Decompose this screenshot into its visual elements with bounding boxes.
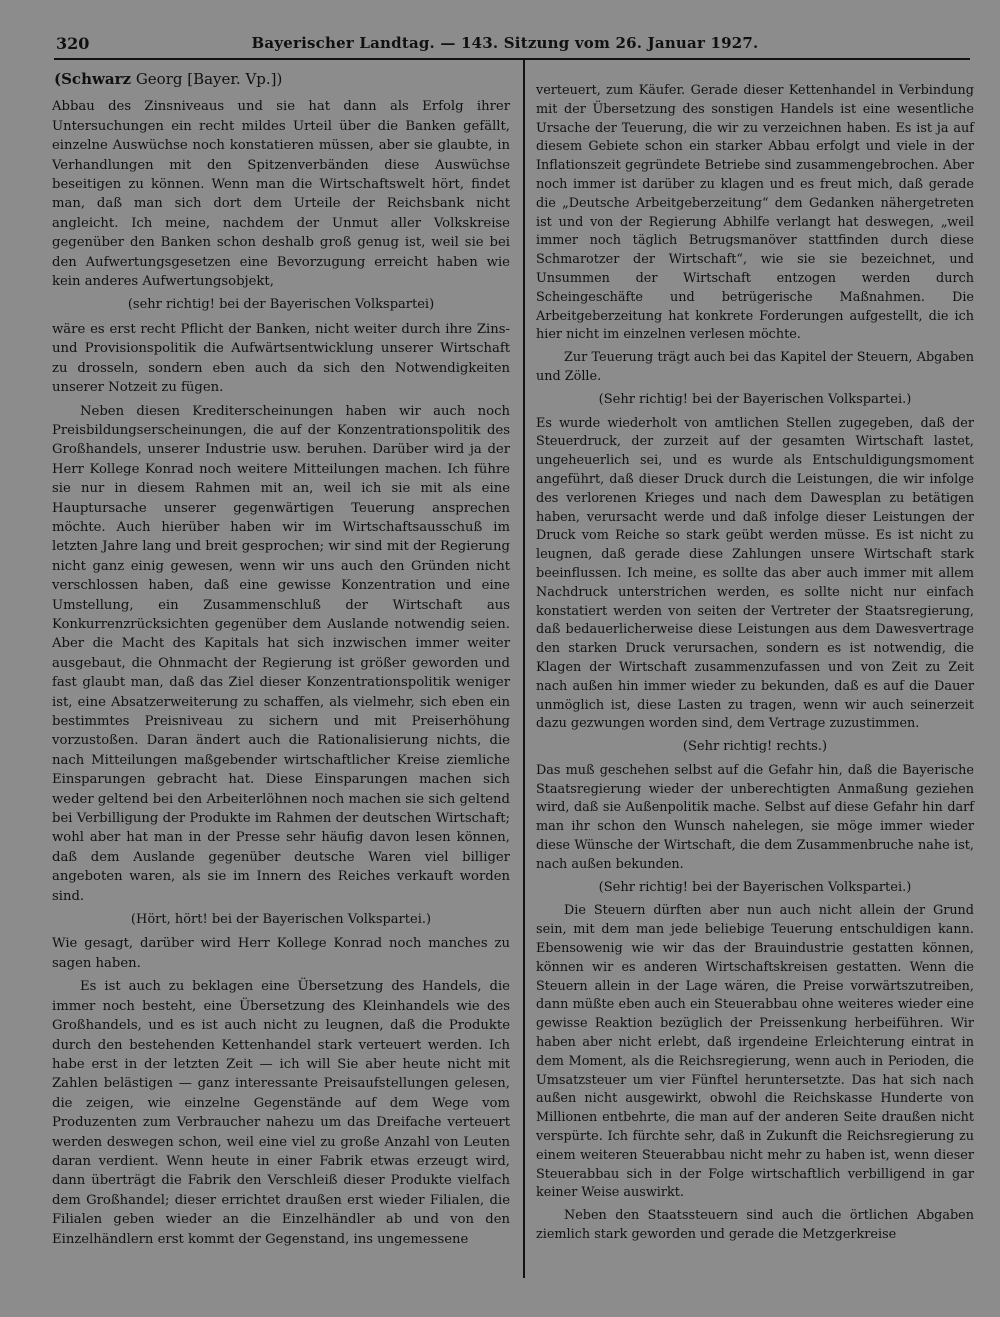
- paragraph: wäre es erst recht Pflicht der Banken, nicht weiter durch ihre Zins- und Provisionspolitik die Aufwärtsentwicklung unserer Wirtschaft zu drosseln, sondern eben auch da sich den Notwendigkeiten unserer Notzeit zu fügen.: [52, 321, 510, 396]
- left-column: [52, 70, 510, 1253]
- speaker-details: Georg [Bayer. Vp.]): [135, 70, 283, 88]
- paragraph: Abbau des Zinsniveaus und sie hat dann als Erfolg ihrer Untersuchungen ein recht mildes Urteil über die Banken gefällt, einzelne Auswüchse noch konstatieren müssen, aber sie glaubte, in Verhandlungen mit den Spitzenverbänden diese Auswüchse beseitigen zu können. Wenn man die Wirtschaftswelt hört, findet man, daß man sich dort dem Urteile der Reichsbank nicht angleicht. Ich meine, nachdem der Unmut aller Volkskreise gegenüber den Banken schon deshalb groß genug ist, weil sie bei den Aufwertungsgesetzen eine Bevorzugung erreicht haben wie kein anderes Aufwertungsobjekt,: [52, 99, 510, 290]
- paragraph: Wie gesagt, darüber wird Herr Kollege Konrad noch manches zu sagen haben.: [52, 936, 510, 971]
- paragraph: Das muß geschehen selbst auf die Gefahr hin, daß die Bayerische Staatsregierung wieder der unberechtigten Anmaßung geziehen wird, daß sie Außenpolitik mache. Selbst auf diese Gefahr hin darf man ihr schon den Wunsch nahelegen, sie möge immer wieder diese Wünsche der Wirtschaft, die dem Zusammenbruche nahe ist, nach außen bekunden.: [536, 762, 974, 872]
- interjection: (Sehr richtig! bei der Bayerischen Volkspartei.): [598, 391, 912, 407]
- paragraph: Neben diesen Krediterscheinungen haben wir auch noch Preisbildungserscheinungen, die auf der Konzentrationspolitik des Großhandels, unserer Industrie usw. beruhen. Darüber wird ja der Herr Kollege Konrad noch weitere Mitteilungen machen. Ich führe sie nur in diesem Rahmen mit an, weil ich sie mit als eine Hauptursache unserer gegenwärtigen Teuerung ansprechen möchte. Auch hierüber haben wir im Wirtschaftsausschuß im letzten Jahre lang und breit gesprochen; wir sind mit der Regierung nicht ganz einig gewesen, wenn wir uns auch den Gründen nicht verschlossen haben, daß eine gewisse Konzentration und eine Umstellung, ein Zusammenschluß der Wirtschaft aus Konkurrenzrücksichten gegenüber dem Auslande notwendig seien. Aber die Macht des Kapitals hat sich inzwischen immer weiter ausgebaut, die Ohnmacht der Regierung ist größer geworden und fast glaubt man, daß das Ziel dieser Konzentrationspolitik weniger ist, eine Absatzerweiterung zu schaffen, als vielmehr, sich eben ein bestimmtes Preisniveau zu sichern und mit Preiserhöhung vorzustoßen. Daran ändert auch die Rationalisierung nichts, die nach Mitteilungen maßgebender wirtschaftlicher Kreise ziemliche Einsparungen gebracht hat. Diese Einsparungen machen sich weder geltend bei den Arbeiterlöhnen noch machen sie sich geltend bei Verbilligung der Produkte im Rahmen der deutschen Wirtschaft; wohl aber hat man in der Presse sehr häufig davon lesen können, daß dem Auslande gegenüber deutsche Waren viel billiger angeboten waren, als sie im Innern des Reiches verkauft worden sind.: [52, 403, 510, 904]
- interjection: (Sehr richtig! bei der Bayerischen Volkspartei.): [598, 879, 912, 895]
- page-number: 320: [56, 34, 90, 53]
- speaker-name: (Schwarz: [54, 70, 132, 88]
- paragraph: Es wurde wiederholt von amtlichen Stellen zugegeben, daß der Steuerdruck, der zurzeit auf der gesamten Wirtschaft lastet, ungeheuerlich sei, und es wurde als Entschuldigungsmoment angeführt, daß dieser Druck durch die Leistungen, die wir infolge des verlorenen Krieges und nach dem Dawesplan zu betätigen haben, verursacht werde und daß infolge dieser Leistungen der Druck vom Reiche so stark geübt werden müsse. Es ist nicht zu leugnen, daß gerade diese Zahlungen unsere Wirtschaft stark beeinflussen. Ich meine, es sollte das aber auch immer mit allem Nachdruck unterstrichen werden, es sollte nicht nur einfach konstatiert werden von seiten der Vertreter der Staatsregierung, daß bedauerlicherweise diese Leistungen aus dem Dawesvertrage den starken Druck verursachen, sondern es ist notwendig, die Klagen der Wirtschaft zusammenzufassen und von Zeit zu Zeit nach außen hin immer wieder zu bekunden, daß es auf die Dauer unmöglich ist, diese Lasten zu tragen, wenn wir auch seinerzeit dazu gezwungen worden sind, dem Vertrage zuzustimmen.: [536, 415, 974, 732]
- paragraph: Neben den Staatssteuern sind auch die örtlichen Abgaben ziemlich stark geworden und gerade die Metzgerkreise: [536, 1208, 974, 1243]
- paragraph: Die Steuern dürften aber nun auch nicht allein der Grund sein, mit dem man jede beliebige Teuerung entschuldigen kann. Ebensowenig wie wir das der Brauindustrie gestatten können, können wir es anderen Wirtschaftskreisen gestatten. Wenn die Steuern allein in der Lage wären, die Preise vorwärtszutreiben, dann müßte eben auch ein Steuerabbau ohne weiteres wieder eine gewisse Reaktion bezüglich der Preissenkung herbeiführen. Wir haben aber nicht erlebt, daß irgendeine Erleichterung eintrat in dem Moment, als die Reichsregierung, wenn auch in Perioden, die Umsatzsteuer um vier Fünftel heruntersetzte. Das hat sich nach außen nicht ausgewirkt, obwohl die Reichskasse Hunderte von Millionen entbehrte, die man auf der anderen Seite draußen nicht verspürte. Ich fürchte sehr, daß in Zukunft die Reichsregierung zu einem weiteren Steuerabbau nicht mehr zu haben ist, wenn dieser Steuerabbau sich in der Folge wirtschaftlich verbilligend in gar keiner Weise auswirkt.: [536, 903, 974, 1201]
- right-column: [536, 82, 974, 1249]
- paragraph: verteuert, zum Käufer. Gerade dieser Kettenhandel in Verbindung mit der Übersetzung des sonstigen Handels ist eine wesentliche Ursache der Teuerung, die wir zu verzeichnen haben. Es ist ja auf diesem Gebiete schon ein starker Abbau erfolgt und viele in der Inflationszeit gegründete Betriebe sind zusammengebrochen. Aber noch immer ist darüber zu klagen und es freut mich, daß gerade die „Deutsche Arbeitgeberzeitung“ dem Gedanken nähergetreten ist und von der Regierung Abhilfe verlangt hat deswegen, „weil immer noch täglich Betrugsmanöver stattfinden durch diese Schmarotzer der Wirtschaft“, wie sie sie bezeichnet, und Unsummen der Wirtschaft entzogen werden durch Scheingeschäfte und betrügerische Maßnahmen. Die Arbeitgeberzeitung hat konkrete Forderungen aufgestellt, die ich hier nicht im einzelnen verlesen möchte.: [536, 83, 974, 343]
- column-divider: [523, 60, 525, 1278]
- interjection: (Sehr richtig! rechts.): [682, 739, 828, 755]
- running-title: Bayerischer Landtag. — 143. Sitzung vom 26. Januar 1927.: [251, 34, 759, 52]
- interjection: (Hört, hört! bei der Bayerischen Volkspartei.): [130, 912, 432, 928]
- page-header: [56, 34, 954, 56]
- paragraph: Es ist auch zu beklagen eine Übersetzung des Handels, die immer noch besteht, eine Übersetzung des Kleinhandels wie des Großhandels, und es ist auch nicht zu leugnen, daß die Produkte durch den bestehenden Kettenhandel stark verteuert werden. Ich habe erst in der letzten Zeit — ich will Sie aber heute nicht mit Zahlen belästigen — ganz interessante Preisaufstellungen gelesen, die zeigen, wie einzelne Gegenstände auf dem Wege vom Produzenten zum Verbraucher nahezu um das Dreifache verteuert werden deswegen schon, weil eine viel zu große Anzahl von Leuten daran verdient. Wenn heute in einer Fabrik etwas erzeugt wird, dann überträgt die Fabrik den Verschleiß dieser Produkte vielfach dem Großhandel; dieser errichtet draußen erst wieder Filialen, die Filialen geben wieder an die Einzelhändler ab und von den Einzelhändlern erst kommt der Gegenstand, ins ungemessene: [52, 979, 510, 1247]
- interjection: (sehr richtig! bei der Bayerischen Volkspartei): [127, 297, 435, 313]
- paragraph: Zur Teuerung trägt auch bei das Kapitel der Steuern, Abgaben und Zölle.: [536, 350, 974, 384]
- speaker-line: [54, 70, 510, 89]
- header-rule: [54, 58, 970, 60]
